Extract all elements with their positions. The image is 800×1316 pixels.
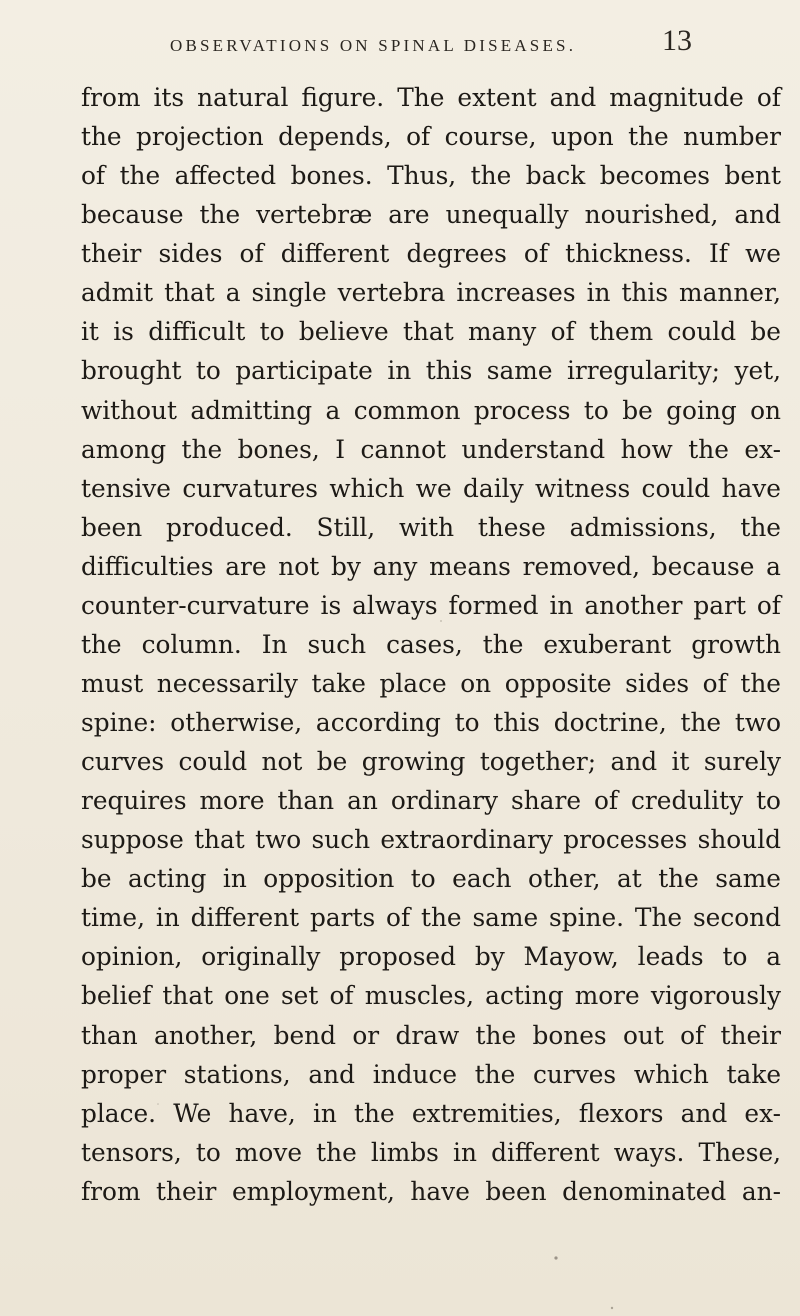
text-line: spine: otherwise, according to this doctrine, the two bbox=[81, 708, 782, 737]
text-line: admit that a single vertebra increases in this manner, bbox=[81, 278, 781, 308]
text-line: place. We have, in the extremities, flexors and ex- bbox=[81, 1098, 782, 1128]
text-line: than another, bend or draw the bones out of their bbox=[81, 1020, 781, 1050]
text-line: opinion, originally proposed by Mayow, leads to a bbox=[81, 942, 782, 972]
text-line: be acting in opposition to each other, at the same bbox=[81, 864, 781, 894]
text-line: requires more than an ordinary share of credulity to bbox=[81, 786, 781, 816]
body-text bbox=[81, 78, 785, 1211]
text-line: counter-curvature is always formed in another part of bbox=[81, 590, 781, 620]
text-line: must necessarily take place on opposite sides of the bbox=[81, 668, 781, 698]
text-line: time, in different parts of the same spine. The second bbox=[81, 903, 782, 933]
text-line: difficulties are not by any means removed, because a bbox=[81, 551, 781, 581]
page-number: 13 bbox=[662, 24, 692, 57]
running-head bbox=[0, 18, 800, 68]
text-line: suppose that two such extraordinary processes should bbox=[81, 825, 781, 855]
text-line: from their employment, have been denominated an- bbox=[81, 1176, 781, 1206]
text-line: curves could not be growing together; and it surely bbox=[81, 747, 782, 777]
text-line: it is difficult to believe that many of them could be bbox=[81, 317, 781, 347]
text-line: the projection depends, of course, upon the number bbox=[81, 122, 781, 152]
text-line: been produced. Still, with these admissions, the bbox=[81, 512, 781, 542]
text-line: without admitting a common process to be going on bbox=[81, 395, 782, 425]
text-line: because the vertebræ are unequally nourished, and bbox=[81, 200, 782, 230]
running-title: OBSERVATIONS ON SPINAL DISEASES. bbox=[170, 36, 577, 55]
text-line: among the bones, I cannot understand how the ex- bbox=[81, 434, 781, 464]
text-line: the column. In such cases, the exuberant growth bbox=[81, 629, 782, 659]
text-line: tensive curvatures which we daily witness could have bbox=[81, 473, 781, 503]
text-line: from its natural figure. The extent and magnitude of bbox=[81, 83, 781, 112]
text-line: their sides of different degrees of thickness. If we bbox=[81, 239, 781, 269]
text-line: proper stations, and induce the curves which take bbox=[81, 1059, 782, 1089]
text-line: of the affected bones. Thus, the back becomes bent bbox=[81, 161, 781, 191]
text-line: brought to participate in this same irregularity; yet, bbox=[81, 356, 781, 386]
text-line: belief that one set of muscles, acting more vigorously bbox=[81, 981, 781, 1011]
text-line: tensors, to move the limbs in different ways. These, bbox=[81, 1137, 782, 1167]
